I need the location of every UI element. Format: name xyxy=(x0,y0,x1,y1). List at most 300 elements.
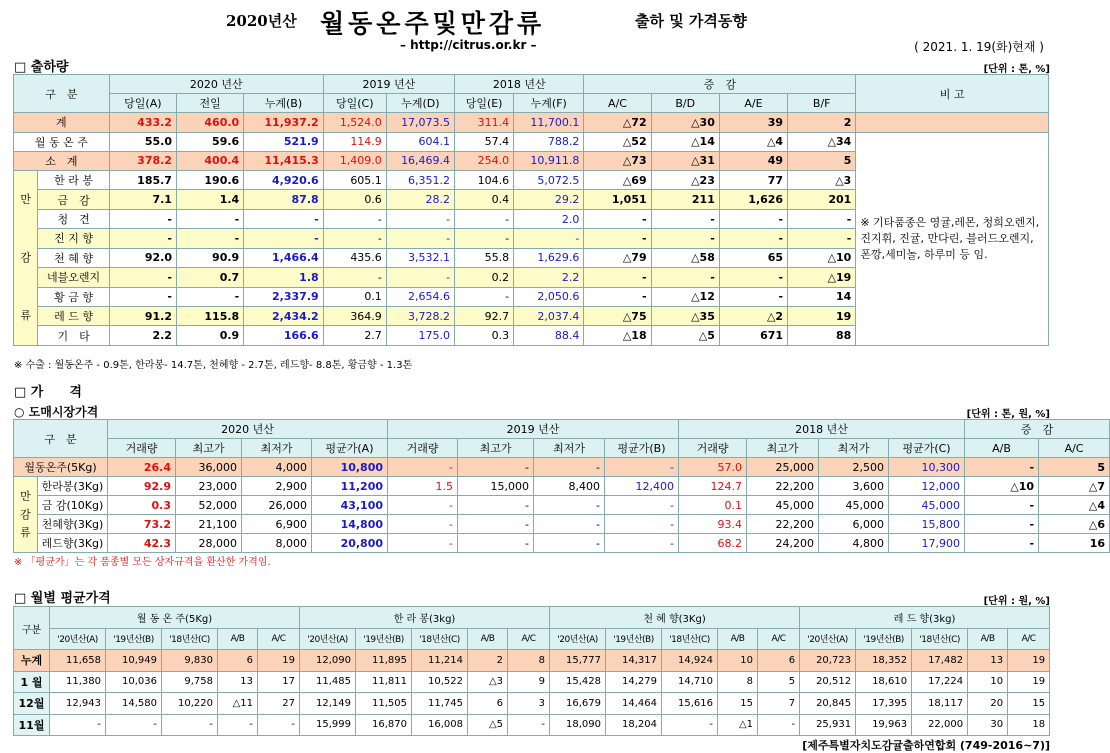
subheader-col: 최고가 xyxy=(458,439,534,458)
monthly-header-group: 월 동 온 주(5Kg) xyxy=(50,607,300,629)
average-price-note: ※ 「평균가」는 각 품종별 모든 상자규격을 환산한 가격임. xyxy=(14,557,271,568)
data-cell: △52 xyxy=(584,132,651,151)
monthly-header-group: 레 드 향(3kg) xyxy=(800,607,1050,629)
data-cell: 16 xyxy=(1039,534,1110,553)
data-cell: 88.4 xyxy=(514,326,584,346)
data-cell: 2,050.6 xyxy=(514,287,584,306)
data-cell: 201 xyxy=(788,190,856,209)
monthly-header-group: 천 혜 향(3Kg) xyxy=(550,607,800,629)
report-year: 2020년산 xyxy=(226,12,297,30)
group-char: 류 xyxy=(20,525,31,539)
data-cell: 521.9 xyxy=(244,132,323,151)
data-cell: - xyxy=(965,496,1039,515)
data-cell: 4,800 xyxy=(819,534,889,553)
data-cell: - xyxy=(386,229,454,248)
monthly-subheader: A/C xyxy=(1008,628,1050,650)
data-cell: 605.1 xyxy=(323,170,386,189)
data-cell: - xyxy=(244,209,323,228)
data-cell: 10,949 xyxy=(106,650,162,672)
data-cell: 19 xyxy=(788,307,856,326)
data-cell: - xyxy=(662,714,718,736)
row-label: 12월 xyxy=(14,693,50,715)
data-cell: 55.8 xyxy=(455,248,514,267)
data-cell: 1.5 xyxy=(388,477,458,496)
data-cell: - xyxy=(323,268,386,287)
data-cell: 0.7 xyxy=(176,268,243,287)
data-cell: - xyxy=(244,229,323,248)
table-row xyxy=(14,132,1049,151)
row-label: 소 계 xyxy=(14,151,110,170)
data-cell: 2,900 xyxy=(242,477,312,496)
row-label: 누계 xyxy=(14,650,50,672)
data-cell: 378.2 xyxy=(109,151,176,170)
price-header-2019: 2019 년산 xyxy=(388,420,679,439)
monthly-subheader: A/B xyxy=(718,628,758,650)
data-cell: - xyxy=(534,515,605,534)
subheader-col: 당일(E) xyxy=(455,94,514,113)
data-cell: 92.9 xyxy=(108,477,176,496)
data-cell: - xyxy=(788,209,856,228)
data-cell: - xyxy=(584,268,651,287)
data-cell: 15,000 xyxy=(458,477,534,496)
data-cell: △31 xyxy=(651,151,719,170)
group-char: 류 xyxy=(20,308,32,322)
data-cell: 13 xyxy=(218,671,258,693)
data-cell: 11,811 xyxy=(356,671,412,693)
data-cell: - xyxy=(458,515,534,534)
data-cell: - xyxy=(719,287,787,306)
subheader-col: 평균가(B) xyxy=(605,439,679,458)
price-unit: [단위 : 톤, 원, %] xyxy=(966,409,1050,420)
data-cell: 15,428 xyxy=(550,671,606,693)
data-cell: 190.6 xyxy=(176,170,243,189)
data-cell: 14,580 xyxy=(106,693,162,715)
data-cell: 65 xyxy=(719,248,787,267)
data-cell: △30 xyxy=(651,113,719,132)
data-cell: △35 xyxy=(651,307,719,326)
data-cell: △75 xyxy=(584,307,651,326)
data-cell: 87.8 xyxy=(244,190,323,209)
row-label: 기 타 xyxy=(38,326,109,346)
data-cell: 460.0 xyxy=(176,113,243,132)
data-cell: 175.0 xyxy=(386,326,454,346)
data-cell: - xyxy=(788,229,856,248)
group-char: 감 xyxy=(20,507,31,521)
data-cell: △5 xyxy=(651,326,719,346)
data-cell: 91.2 xyxy=(109,307,176,326)
data-cell: 0.6 xyxy=(323,190,386,209)
row-label: 11월 xyxy=(14,714,50,736)
subheader-col: 당일(C) xyxy=(323,94,386,113)
data-cell: 2,037.4 xyxy=(514,307,584,326)
monthly-subheader: A/C xyxy=(258,628,300,650)
group-label xyxy=(14,170,38,345)
price-section-title: □ 가 격 xyxy=(14,385,82,400)
header-year-2019: 2019 년산 xyxy=(323,75,454,94)
data-cell: 19 xyxy=(1008,650,1050,672)
monthly-subheader: '19년산(B) xyxy=(356,628,412,650)
data-cell: 16,469.4 xyxy=(386,151,454,170)
data-cell: △11 xyxy=(218,693,258,715)
group-char: 만 xyxy=(20,192,32,206)
monthly-header-group: 한 라 봉(3kg) xyxy=(300,607,550,629)
subheader-col: 최저가 xyxy=(819,439,889,458)
data-cell: 16,870 xyxy=(356,714,412,736)
subheader-col: 누계(F) xyxy=(514,94,584,113)
data-cell: 17,395 xyxy=(856,693,912,715)
data-cell: 45,000 xyxy=(819,496,889,515)
monthly-subheader: A/B xyxy=(218,628,258,650)
data-cell: - xyxy=(109,287,176,306)
data-cell: - xyxy=(50,714,106,736)
data-cell: - xyxy=(458,534,534,553)
data-cell: - xyxy=(388,534,458,553)
subheader-col: 전일 xyxy=(176,94,243,113)
data-cell: 15,777 xyxy=(550,650,606,672)
data-cell: 10 xyxy=(968,671,1008,693)
data-cell: 11,937.2 xyxy=(244,113,323,132)
data-cell: 19 xyxy=(258,650,300,672)
data-cell: △10 xyxy=(965,477,1039,496)
monthly-subheader: A/C xyxy=(758,628,800,650)
data-cell: 1,409.0 xyxy=(323,151,386,170)
table-row xyxy=(14,714,1050,736)
monthly-price-table xyxy=(13,606,1050,736)
data-cell: 2.2 xyxy=(109,326,176,346)
data-cell: 104.6 xyxy=(455,170,514,189)
data-cell: - xyxy=(388,515,458,534)
data-cell: - xyxy=(458,496,534,515)
data-cell: △4 xyxy=(1039,496,1110,515)
data-cell: - xyxy=(388,496,458,515)
data-cell: - xyxy=(323,209,386,228)
data-cell: - xyxy=(651,229,719,248)
subheader-col: 누계(B) xyxy=(244,94,323,113)
data-cell: 18,117 xyxy=(912,693,968,715)
monthly-subheader: '19년산(B) xyxy=(856,628,912,650)
data-cell: 1,629.6 xyxy=(514,248,584,267)
data-cell: △14 xyxy=(651,132,719,151)
data-cell: 3 xyxy=(508,693,550,715)
table-row xyxy=(14,113,1049,132)
data-cell: - xyxy=(605,515,679,534)
monthly-subheader: A/C xyxy=(508,628,550,650)
subheader-col: B/F xyxy=(788,94,856,113)
data-cell: 435.6 xyxy=(323,248,386,267)
data-cell: 17,224 xyxy=(912,671,968,693)
data-cell: △7 xyxy=(1039,477,1110,496)
data-cell: 166.6 xyxy=(244,326,323,346)
data-cell: 9,830 xyxy=(162,650,218,672)
data-cell: △10 xyxy=(788,248,856,267)
data-cell: 1,051 xyxy=(584,190,651,209)
data-cell: - xyxy=(455,287,514,306)
data-cell: △58 xyxy=(651,248,719,267)
data-cell: 88 xyxy=(788,326,856,346)
data-cell: - xyxy=(458,458,534,477)
data-cell: - xyxy=(965,534,1039,553)
header-remark: 비 고 xyxy=(856,75,1049,113)
subheader-col: A/B xyxy=(965,439,1039,458)
row-label: 레 드 향 xyxy=(38,307,109,326)
data-cell: - xyxy=(605,458,679,477)
data-cell: 23,000 xyxy=(176,477,242,496)
data-cell: 14 xyxy=(788,287,856,306)
data-cell: 5 xyxy=(1039,458,1110,477)
data-cell: 36,000 xyxy=(176,458,242,477)
data-cell: 1.4 xyxy=(176,190,243,209)
data-cell: - xyxy=(965,515,1039,534)
table-row xyxy=(14,534,1110,553)
data-cell: - xyxy=(651,268,719,287)
data-cell: 93.4 xyxy=(679,515,747,534)
data-cell: - xyxy=(534,534,605,553)
data-cell: 6 xyxy=(758,650,800,672)
data-cell: 16,679 xyxy=(550,693,606,715)
data-cell: 59.6 xyxy=(176,132,243,151)
wholesale-subtitle: ○ 도매시장가격 xyxy=(14,405,99,419)
data-cell: 7.1 xyxy=(109,190,176,209)
data-cell: 55.0 xyxy=(109,132,176,151)
data-cell: 11,380 xyxy=(50,671,106,693)
table-row xyxy=(14,650,1050,672)
monthly-unit: [단위 : 원, %] xyxy=(983,596,1050,607)
data-cell: 12,000 xyxy=(889,477,965,496)
data-cell: 45,000 xyxy=(747,496,819,515)
data-cell: △4 xyxy=(719,132,787,151)
data-cell: 11,658 xyxy=(50,650,106,672)
data-cell: 14,279 xyxy=(606,671,662,693)
monthly-subheader: A/B xyxy=(468,628,508,650)
data-cell: 5 xyxy=(758,671,800,693)
data-cell: 15,800 xyxy=(889,515,965,534)
subheader-col: A/C xyxy=(584,94,651,113)
data-cell: 19 xyxy=(1008,671,1050,693)
monthly-subheader: '18년산(C) xyxy=(912,628,968,650)
data-cell: 11,700.1 xyxy=(514,113,584,132)
data-cell: 15 xyxy=(718,693,758,715)
data-cell: 5 xyxy=(788,151,856,170)
data-cell: - xyxy=(109,229,176,248)
data-cell: 14,710 xyxy=(662,671,718,693)
row-label: 계 xyxy=(14,113,110,132)
data-cell: 16,008 xyxy=(412,714,468,736)
data-cell: 364.9 xyxy=(323,307,386,326)
header-category: 구 분 xyxy=(14,75,110,113)
header-year-2018: 2018 년산 xyxy=(455,75,584,94)
data-cell: 29.2 xyxy=(514,190,584,209)
data-cell: 25,931 xyxy=(800,714,856,736)
data-cell: 22,200 xyxy=(747,477,819,496)
data-cell: 10,300 xyxy=(889,458,965,477)
price-header-2018: 2018 년산 xyxy=(679,420,965,439)
subheader-col: 누계(D) xyxy=(386,94,454,113)
data-cell: - xyxy=(534,496,605,515)
data-cell: - xyxy=(109,209,176,228)
group-label xyxy=(14,477,38,553)
footer-source: [제주특별자치도감귤출하연합회 (749-2016~7)] xyxy=(802,739,1050,752)
table-row xyxy=(14,515,1110,534)
row-label: 한라봉(3Kg) xyxy=(38,477,108,496)
data-cell: 211 xyxy=(651,190,719,209)
data-cell: 18 xyxy=(1008,714,1050,736)
subheader-col: 평균가(A) xyxy=(312,439,388,458)
data-cell: 604.1 xyxy=(386,132,454,151)
data-cell: 185.7 xyxy=(109,170,176,189)
data-cell: 6,900 xyxy=(242,515,312,534)
data-cell: - xyxy=(386,268,454,287)
data-cell: 13 xyxy=(968,650,1008,672)
header-year-2020: 2020 년산 xyxy=(109,75,323,94)
data-cell: 20,845 xyxy=(800,693,856,715)
data-cell: 6,000 xyxy=(819,515,889,534)
data-cell: 124.7 xyxy=(679,477,747,496)
monthly-subheader: '20년산(A) xyxy=(800,628,856,650)
data-cell: 43,100 xyxy=(312,496,388,515)
data-cell: 11,214 xyxy=(412,650,468,672)
monthly-subheader: '20년산(A) xyxy=(50,628,106,650)
price-header-2020: 2020 년산 xyxy=(108,420,388,439)
data-cell: - xyxy=(605,496,679,515)
data-cell: 90.9 xyxy=(176,248,243,267)
data-cell: 11,200 xyxy=(312,477,388,496)
data-cell: 3,532.1 xyxy=(386,248,454,267)
data-cell: 14,464 xyxy=(606,693,662,715)
data-cell: - xyxy=(719,229,787,248)
data-cell: 11,505 xyxy=(356,693,412,715)
data-cell: 11,415.3 xyxy=(244,151,323,170)
data-cell: 73.2 xyxy=(108,515,176,534)
report-date: ( 2021. 1. 19(화)현재 ) xyxy=(914,40,1044,54)
data-cell: 8,000 xyxy=(242,534,312,553)
row-label: 1 월 xyxy=(14,671,50,693)
data-cell: 12,090 xyxy=(300,650,356,672)
data-cell: 10,220 xyxy=(162,693,218,715)
data-cell: 26,000 xyxy=(242,496,312,515)
data-cell: △2 xyxy=(719,307,787,326)
subheader-col: 최저가 xyxy=(242,439,312,458)
data-cell: 15,616 xyxy=(662,693,718,715)
subheader-col: 거래량 xyxy=(679,439,747,458)
data-cell: 8 xyxy=(508,650,550,672)
data-cell: 2,500 xyxy=(819,458,889,477)
data-cell: 6 xyxy=(218,650,258,672)
data-cell: 2.7 xyxy=(323,326,386,346)
data-cell: △12 xyxy=(651,287,719,306)
data-cell: 92.0 xyxy=(109,248,176,267)
price-header-category: 구 분 xyxy=(14,420,108,458)
remark-empty xyxy=(856,113,1049,132)
export-note: ※ 수출 : 월동온주 - 0.9톤, 한라봉- 14.7톤, 천혜향 - 2.7톤, 레드향- 8.8톤, 황금향 - 1.3톤 xyxy=(14,360,413,371)
data-cell: 2.0 xyxy=(514,209,584,228)
data-cell: 115.8 xyxy=(176,307,243,326)
data-cell: 0.1 xyxy=(323,287,386,306)
data-cell: 42.3 xyxy=(108,534,176,553)
data-cell: 68.2 xyxy=(679,534,747,553)
data-cell: 10 xyxy=(718,650,758,672)
website-link[interactable]: – http://citrus.or.kr – xyxy=(400,38,537,52)
data-cell: 9 xyxy=(508,671,550,693)
data-cell: 4,000 xyxy=(242,458,312,477)
data-cell: - xyxy=(386,209,454,228)
data-cell: 10,522 xyxy=(412,671,468,693)
data-cell: - xyxy=(965,458,1039,477)
data-cell: 45,000 xyxy=(889,496,965,515)
data-cell: 52,000 xyxy=(176,496,242,515)
data-cell: - xyxy=(258,714,300,736)
data-cell: 3,600 xyxy=(819,477,889,496)
row-label: 천 혜 향 xyxy=(38,248,109,267)
data-cell: - xyxy=(758,714,800,736)
data-cell: 11,485 xyxy=(300,671,356,693)
data-cell: - xyxy=(218,714,258,736)
data-cell: 14,800 xyxy=(312,515,388,534)
subheader-col: 평균가(C) xyxy=(889,439,965,458)
data-cell: 12,400 xyxy=(605,477,679,496)
data-cell: - xyxy=(719,268,787,287)
data-cell: 17,482 xyxy=(912,650,968,672)
data-cell: 25,000 xyxy=(747,458,819,477)
subheader-col: 최고가 xyxy=(747,439,819,458)
monthly-section-title: □ 월별 평균가격 xyxy=(14,591,111,606)
data-cell: 10,036 xyxy=(106,671,162,693)
data-cell: 2.2 xyxy=(514,268,584,287)
data-cell: 9,758 xyxy=(162,671,218,693)
data-cell: 10,800 xyxy=(312,458,388,477)
data-cell: 2,434.2 xyxy=(244,307,323,326)
data-cell: 0.2 xyxy=(455,268,514,287)
data-cell: 114.9 xyxy=(323,132,386,151)
data-cell: 1,466.4 xyxy=(244,248,323,267)
data-cell: 400.4 xyxy=(176,151,243,170)
data-cell: - xyxy=(176,287,243,306)
data-cell: 1,626 xyxy=(719,190,787,209)
row-label: 한 라 봉 xyxy=(38,170,109,189)
data-cell: 8,400 xyxy=(534,477,605,496)
monthly-subheader: A/B xyxy=(968,628,1008,650)
data-cell: 17 xyxy=(258,671,300,693)
data-cell: 18,090 xyxy=(550,714,606,736)
monthly-subheader: '20년산(A) xyxy=(550,628,606,650)
data-cell: 28,000 xyxy=(176,534,242,553)
report-title: 월동온주및만감류 xyxy=(320,9,546,38)
data-cell: - xyxy=(106,714,162,736)
data-cell: 18,352 xyxy=(856,650,912,672)
data-cell: 18,610 xyxy=(856,671,912,693)
data-cell: △1 xyxy=(718,714,758,736)
data-cell: - xyxy=(455,229,514,248)
data-cell: 1,524.0 xyxy=(323,113,386,132)
monthly-subheader: '19년산(B) xyxy=(106,628,162,650)
data-cell: 22,000 xyxy=(912,714,968,736)
data-cell: 22,200 xyxy=(747,515,819,534)
shipment-unit: [단위 : 톤, %] xyxy=(983,64,1050,75)
data-cell: 11,895 xyxy=(356,650,412,672)
row-label: 황 금 향 xyxy=(38,287,109,306)
data-cell: △19 xyxy=(788,268,856,287)
data-cell: 20,512 xyxy=(800,671,856,693)
monthly-subheader: '18년산(C) xyxy=(662,628,718,650)
data-cell: - xyxy=(109,268,176,287)
subheader-col: 당일(A) xyxy=(109,94,176,113)
data-cell: - xyxy=(584,209,651,228)
data-cell: - xyxy=(455,209,514,228)
data-cell: △6 xyxy=(1039,515,1110,534)
data-cell: 6 xyxy=(468,693,508,715)
data-cell: - xyxy=(176,209,243,228)
data-cell: - xyxy=(584,287,651,306)
subheader-col: 거래량 xyxy=(388,439,458,458)
